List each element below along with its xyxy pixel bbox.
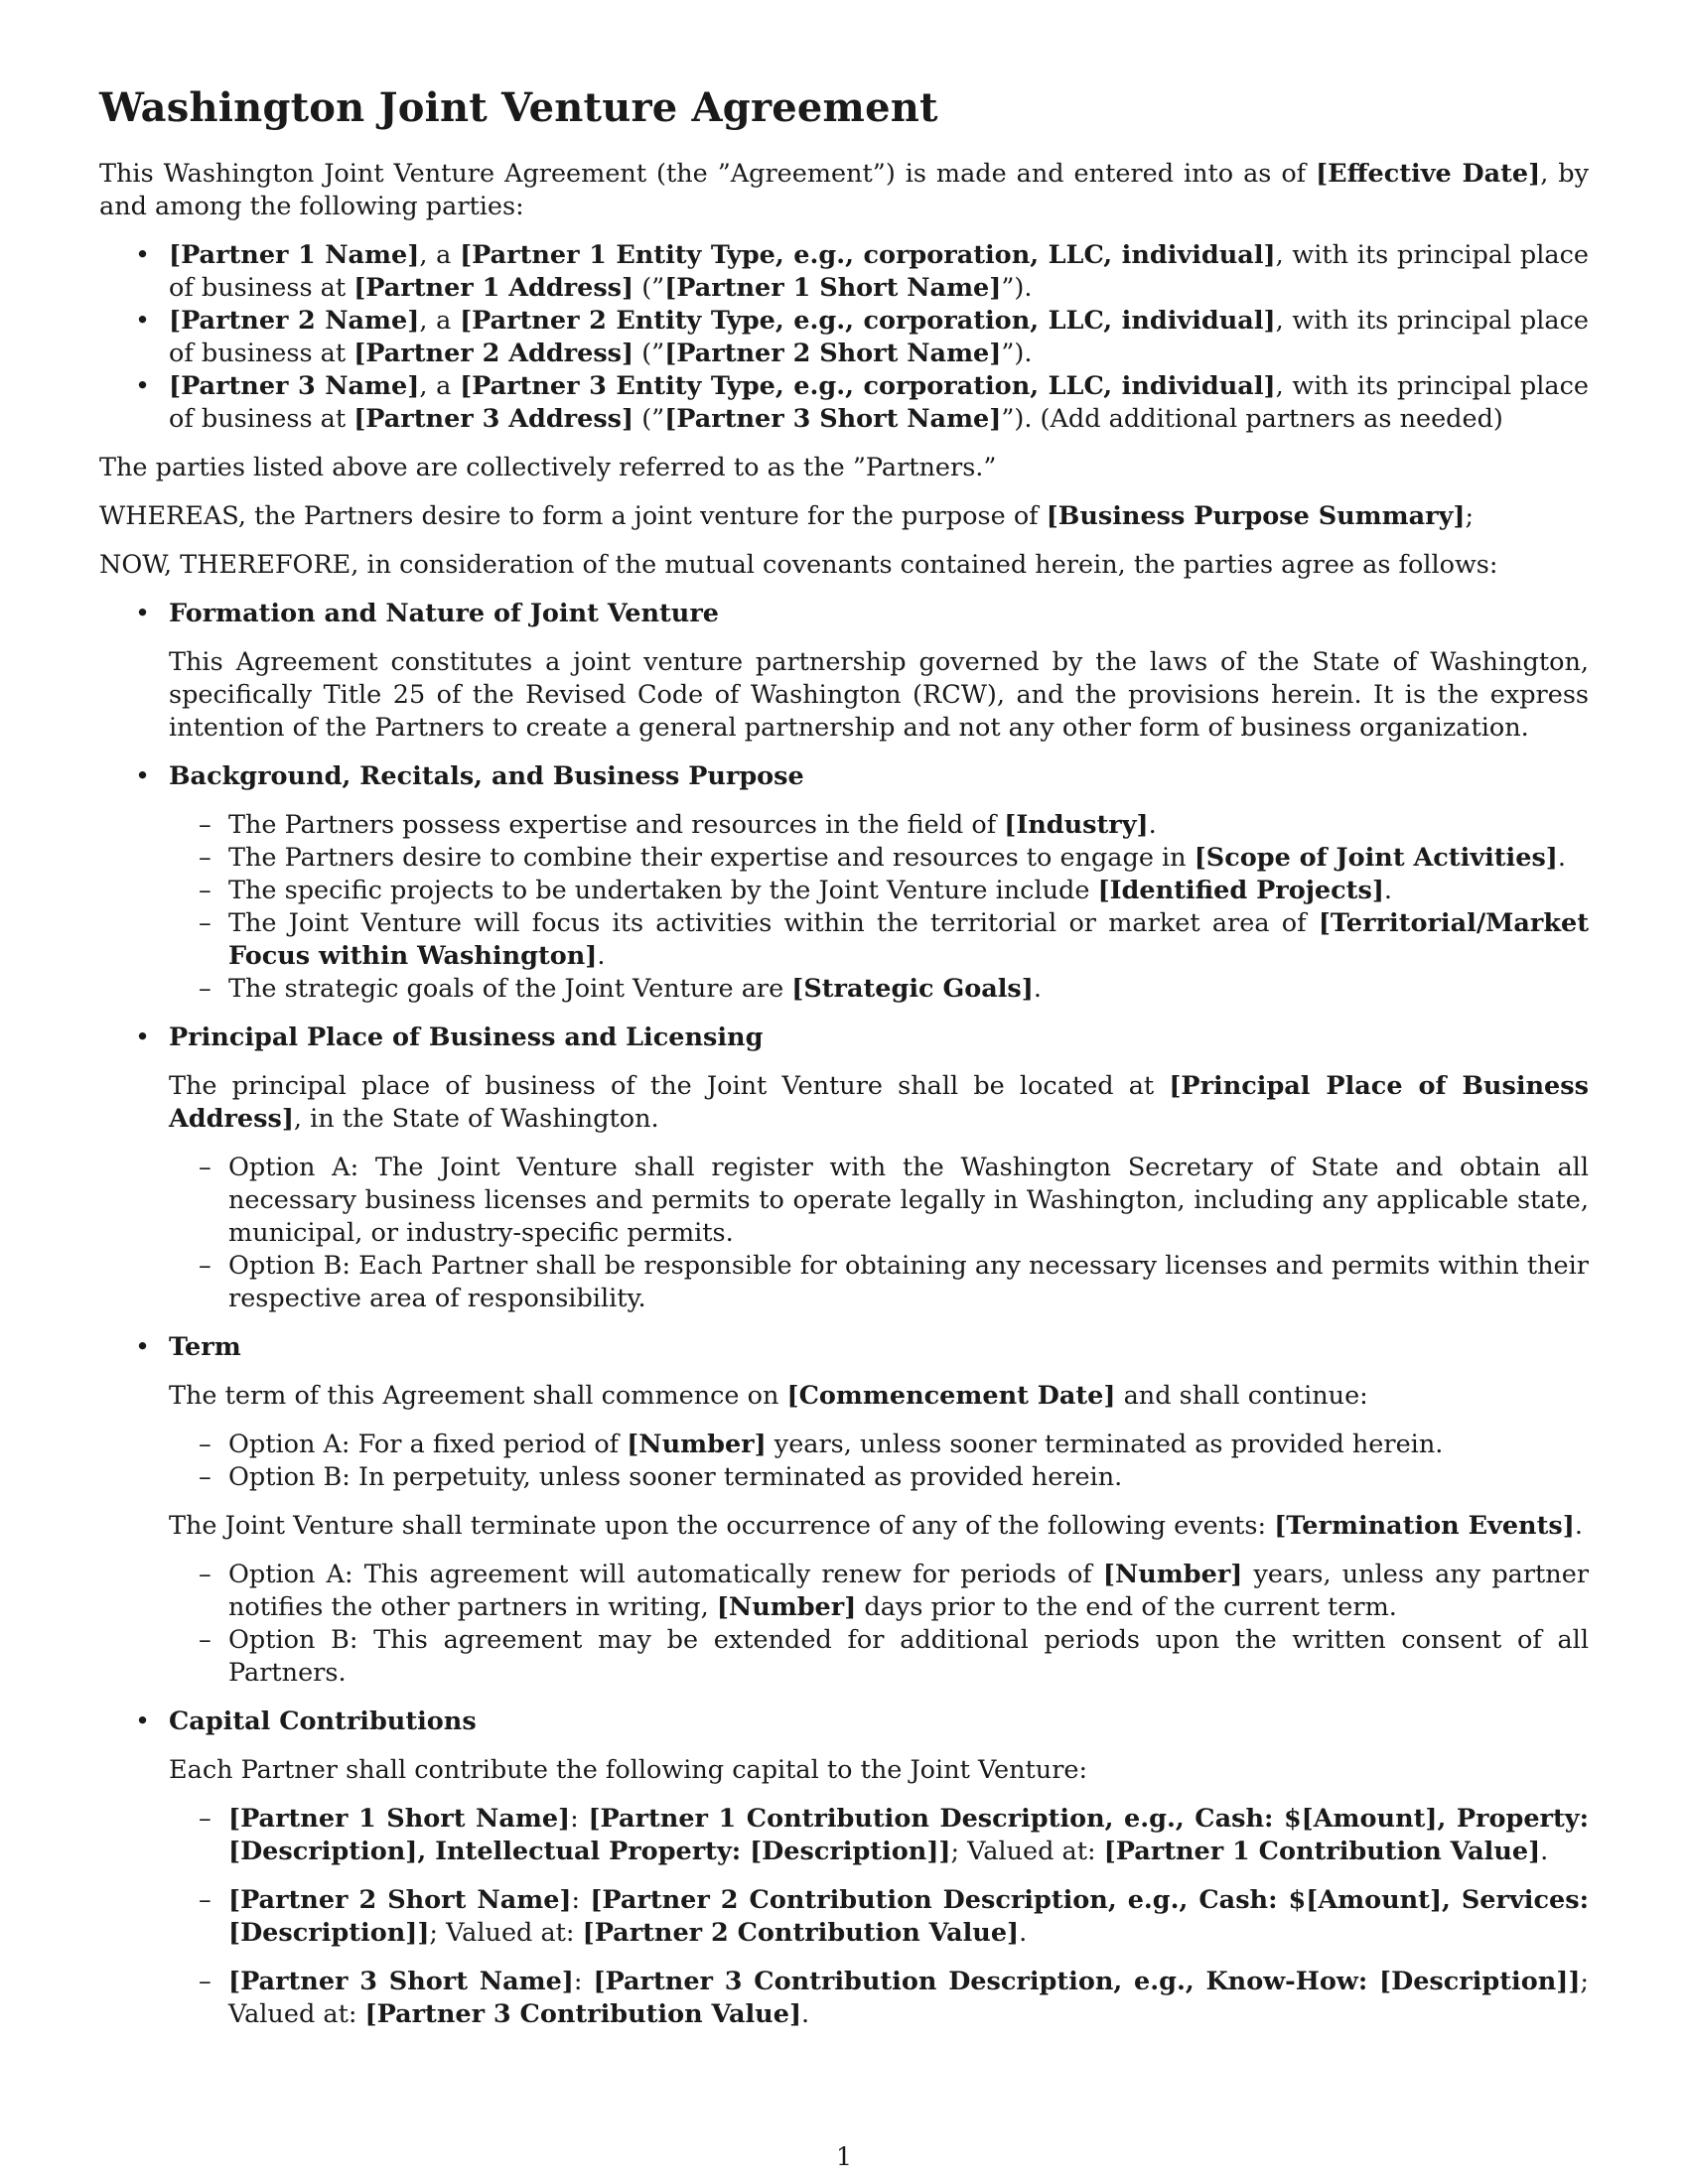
effective-date-placeholder: [Effective Date] [1316, 159, 1541, 189]
whereas-paragraph: WHEREAS, the Partners desire to form a joint venture for the purpose of [Business Purpose Summary]; [99, 501, 1475, 531]
sections-list [99, 598, 1589, 2031]
list-item: – The Partners possess expertise and resources in the field of [Industry]. [169, 809, 1589, 842]
section-background [99, 760, 1589, 1006]
list-item: – The specific projects to be undertaken by the Joint Venture include [Identified Projects]. [169, 875, 1589, 907]
list-item: – The Partners desire to combine their expertise and resources to engage in [Scope of Joint Activities]. [169, 842, 1589, 875]
list-item: – Option A: The Joint Venture shall register with the Washington Secretary of State and obtain all necessary business licenses and permits to operate legally in Washington, including any applicable state, municipal, or industry-specific permits. [169, 1152, 1589, 1250]
collective-paragraph: The parties listed above are collectively referred to as the ”Partners.” [99, 453, 997, 482]
list-item: – The strategic goals of the Joint Venture are [Strategic Goals]. [169, 973, 1589, 1006]
renewal-options-list [169, 1559, 1589, 1690]
intro-paragraph: This Washington Joint Venture Agreement (the ”Agreement”) is made and entered into as of [Effective Date], by and among the following parties: [99, 159, 1589, 221]
term-options-list [169, 1429, 1589, 1494]
section-body: The term of this Agreement shall commence on [Commencement Date] and shall continue: [169, 1381, 1368, 1411]
list-item: – Option B: Each Partner shall be responsible for obtaining any necessary licenses and permits within their respective area of responsibility. [169, 1250, 1589, 1315]
section-title: • Capital Contributions [169, 1706, 477, 1736]
section-title: • Term [169, 1332, 241, 1362]
licensing-options-list [169, 1152, 1589, 1315]
list-item: – Option B: This agreement may be extended for additional periods upon the written consent of all Partners. [169, 1624, 1589, 1690]
parties-list [99, 239, 1589, 436]
section-title: • Principal Place of Business and Licensing [169, 1023, 764, 1052]
party-item: • [Partner 2 Name], a [Partner 2 Entity Type, e.g., corporation, LLC, individual], with its principal place of business at [Partner 2 Address] (”[Partner 2 Short Name]”). [99, 305, 1589, 370]
list-item: – Option A: This agreement will automatically renew for periods of [Number] years, unless any partner notifies the other partners in writing, [Number] days prior to the end of the current term. [169, 1559, 1589, 1624]
list-item: – [Partner 1 Short Name]: [Partner 1 Contribution Description, e.g., Cash: $[Amount], Property: [Description], Intellectual Property: [Description]]; Valued at: [Partner 1 Contribution Value]. [169, 1803, 1589, 1868]
section-principal-place [99, 1022, 1589, 1315]
now-therefore-paragraph: NOW, THEREFORE, in consideration of the mutual covenants contained herein, the parties agree as follows: [99, 550, 1498, 580]
section-title: • Background, Recitals, and Business Purpose [169, 761, 804, 791]
page-number: 1 [835, 2142, 853, 2172]
contributions-list [169, 1803, 1589, 2031]
section-body: Each Partner shall contribute the following capital to the Joint Venture: [169, 1755, 1088, 1785]
list-item: – [Partner 3 Short Name]: [Partner 3 Contribution Description, e.g., Know-How: [Description]]; Valued at: [Partner 3 Contribution Value]. [169, 1966, 1589, 2031]
list-item: – Option B: In perpetuity, unless sooner terminated as provided herein. [169, 1461, 1589, 1494]
section-title: • Formation and Nature of Joint Venture [169, 599, 720, 628]
recitals-list [169, 809, 1589, 1006]
list-item: – The Joint Venture will focus its activities within the territorial or market area of [Territorial/Market Focus within Washington]. [169, 907, 1589, 973]
list-item: – [Partner 2 Short Name]: [Partner 2 Contribution Description, e.g., Cash: $[Amount], Services: [Description]]; Valued at: [Partner 2 Contribution Value]. [169, 1884, 1589, 1950]
party-item: • [Partner 1 Name], a [Partner 1 Entity Type, e.g., corporation, LLC, individual], with its principal place of business at [Partner 1 Address] (”[Partner 1 Short Name]”). [99, 239, 1589, 305]
document-title: Washington Joint Venture Agreement [99, 84, 938, 131]
section-formation [99, 598, 1589, 745]
party-item: • [Partner 3 Name], a [Partner 3 Entity Type, e.g., corporation, LLC, individual], with its principal place of business at [Partner 3 Address] (”[Partner 3 Short Name]”). (Add additional partners as needed) [99, 370, 1589, 436]
termination-paragraph: The Joint Venture shall terminate upon the occurrence of any of the following events: [Termination Events]. [169, 1511, 1583, 1541]
section-body: This Agreement constitutes a joint venture partnership governed by the laws of the State of Washington, specifically Title 25 of the Revised Code of Washington (RCW), and the provisions herein. It is the express intention of the Partners to create a general partnership and not any other form of business organization. [169, 647, 1589, 743]
document-page [99, 84, 1589, 2047]
section-body: The principal place of business of the Joint Venture shall be located at [Principal Place of Business Address], in the State of Washington. [169, 1071, 1589, 1134]
section-term [99, 1331, 1589, 1690]
section-capital-contributions [99, 1706, 1589, 2031]
list-item: – Option A: For a fixed period of [Number] years, unless sooner terminated as provided herein. [169, 1429, 1589, 1461]
